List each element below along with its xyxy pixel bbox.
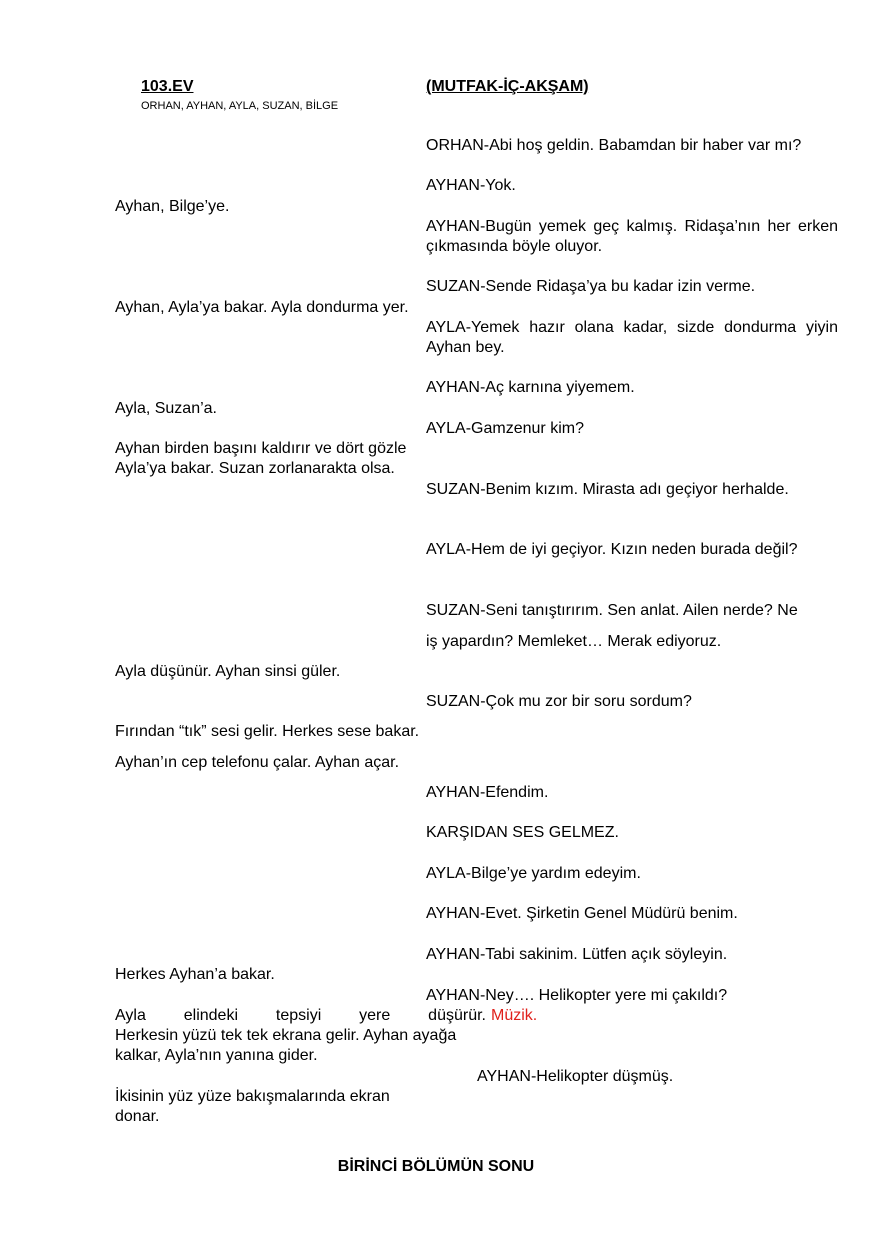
dialogue-line: AYHAN-Evet. Şirketin Genel Müdürü benim. [426,905,738,922]
dialogue-line: KARŞIDAN SES GELMEZ. [426,824,619,841]
dialogue-line: SUZAN-Seni tanıştırırım. Sen anlat. Ailen nerde? Ne [426,602,798,619]
action-line: Herkes Ayhan’a bakar. [115,966,275,983]
dialogue-line: AYHAN-Aç karnına yiyemem. [426,379,635,396]
action-line: Ayhan, Bilge’ye. [115,198,230,215]
action-line: İkisinin yüz yüze bakışmalarında ekran [115,1088,390,1105]
dialogue-line: AYHAN-Ney…. Helikopter yere mi çakıldı? [426,987,728,1004]
action-line: Ayhan’ın cep telefonu çalar. Ayhan açar. [115,754,400,771]
action-line: Ayhan, Ayla’ya bakar. Ayla dondurma yer. [115,299,409,316]
dialogue-line: AYHAN-Tabi sakinim. Lütfen açık söyleyin. [426,946,728,963]
dialogue-line: SUZAN-Sende Ridaşa’ya bu kadar izin verme. [426,278,756,295]
dialogue-line: ORHAN-Abi hoş geldin. Babamdan bir haber var mı? [426,137,802,154]
dialogue-line: AYHAN-Yok. [426,177,516,194]
action-line-text: Ayla elindeki tepsiyi yere düşürür. [115,1007,486,1024]
dialogue-line: AYHAN-Helikopter düşmüş. [477,1068,674,1085]
action-line: Ayla düşünür. Ayhan sinsi güler. [115,663,341,680]
scene-cast: ORHAN, AYHAN, AYLA, SUZAN, BİLGE [141,100,339,112]
action-line: Herkesin yüzü tek tek ekrana gelir. Ayhan ayağa [115,1027,457,1044]
dialogue-line: SUZAN-Çok mu zor bir soru sordum? [426,693,692,710]
action-line: Ayla’ya bakar. Suzan zorlanarakta olsa. [115,460,395,477]
action-line: Ayla, Suzan’a. [115,400,217,417]
dialogue-line: AYHAN-Bugün yemek geç kalmış. Ridaşa’nın her erken çıkmasında böyle oluyor. [426,218,838,255]
dialogue-line: AYLA-Bilge’ye yardım edeyim. [426,865,641,882]
scene-number: 103.EV [141,78,194,95]
dialogue-line: AYLA-Yemek hazır olana kadar, sizde dondurma yiyin Ayhan bey. [426,319,838,356]
dialogue-line: AYLA-Gamzenur kim? [426,420,584,437]
episode-end-title: BİRİNCİ BÖLÜMÜN SONU [337,1158,535,1175]
action-line: Ayhan birden başını kaldırır ve dört gözle [115,440,407,457]
action-line: Fırından “tık” sesi gelir. Herkes sese bakar. [115,723,420,740]
action-line: kalkar, Ayla’nın yanına gider. [115,1047,318,1064]
action-line: donar. [115,1108,160,1125]
scene-location: (MUTFAK-İÇ-AKŞAM) [426,78,589,95]
dialogue-line: AYHAN-Efendim. [426,784,549,801]
music-cue: Müzik. [491,1007,538,1024]
action-line [115,1006,486,1026]
dialogue-line: AYLA-Hem de iyi geçiyor. Kızın neden burada değil? [426,541,798,558]
dialogue-line: SUZAN-Benim kızım. Mirasta adı geçiyor herhalde. [426,481,789,498]
dialogue-line: iş yapardın? Memleket… Merak ediyoruz. [426,633,722,650]
